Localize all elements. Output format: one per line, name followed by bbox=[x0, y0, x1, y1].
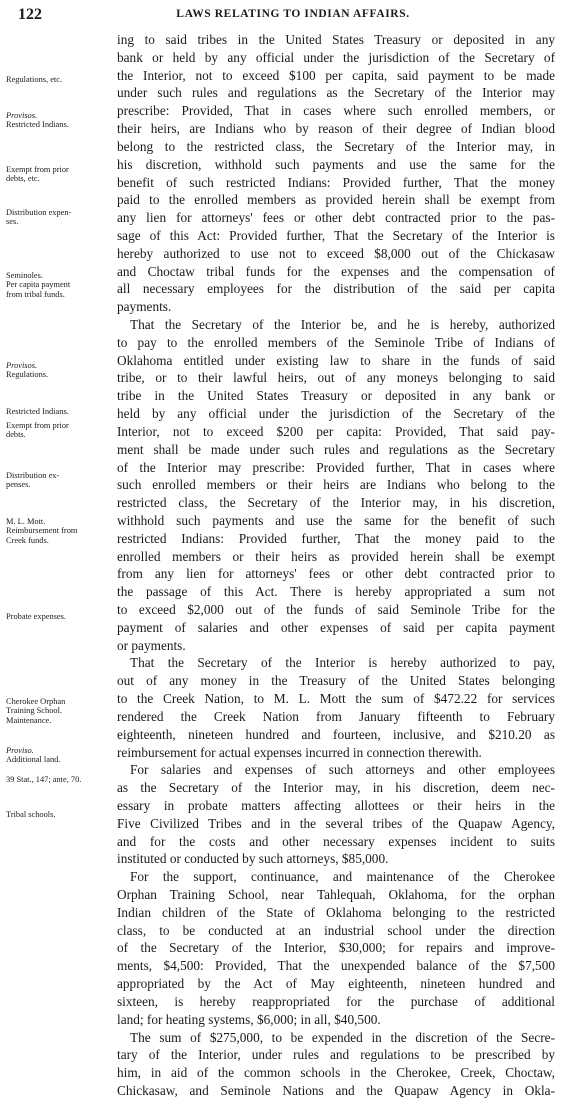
text-line: That the Secretary of the Interior be, and he is hereby, authorized bbox=[130, 317, 555, 332]
text-line: appropriated by the Act of May eighteenth, nineteen hundred and bbox=[117, 976, 555, 992]
text-line: payments. bbox=[117, 299, 172, 315]
text-line: For salaries and expenses of such attorneys and other employees bbox=[130, 762, 555, 778]
text-line: instituted or conducted by such attorneys, $85,000. bbox=[117, 851, 389, 867]
margin-note: Provisos. Restricted Indians. bbox=[6, 111, 69, 130]
text-line: Oklahoma entitled under existing law to share in the funds of said bbox=[117, 352, 555, 368]
text-line: eighteenth, nineteen hundred and fourteen, inclusive, and $210.20 as bbox=[117, 726, 555, 742]
margin-note: Seminoles. Per capita payment from tribal funds. bbox=[6, 271, 71, 299]
text-line: or payments. bbox=[117, 637, 186, 653]
margin-note: M. L. Mott. Reimbursement from Creek funds. bbox=[6, 517, 78, 545]
text-line: sixteen, is hereby reappropriated for the purchase of additional bbox=[117, 993, 555, 1009]
text-line: him, in aid of the common schools in the Cherokee, Creek, Choctaw, bbox=[117, 1065, 555, 1081]
text-line: the passage of this Act. There is hereby appropriated a sum not bbox=[117, 584, 555, 600]
page-header bbox=[18, 6, 568, 28]
text-line: ing to said tribes in the United States Treasury or deposited in any bbox=[117, 32, 555, 47]
text-line: and Choctaw tribal funds for the expenses and the compensation of bbox=[117, 263, 555, 279]
margin-note: Distribution ex- penses. bbox=[6, 471, 60, 490]
text-line: and for the costs and other necessary expenses incident to suits bbox=[117, 833, 555, 849]
text-line: Indian children of the State of Oklahoma belonging to the restricted bbox=[117, 904, 555, 920]
text-line: his discretion, withhold such payments and use the same for the bbox=[117, 156, 555, 172]
text-line: the Interior, not to exceed $100 per capita, said payment to be made bbox=[117, 67, 555, 83]
body-text bbox=[117, 31, 555, 1100]
margin-note: Probate expenses. bbox=[6, 612, 67, 621]
margin-note: Restricted Indians. bbox=[6, 407, 69, 416]
text-line: tribe in the United States Treasury or deposited in any bank or bbox=[117, 388, 555, 404]
text-line: to the Creek Nation, to M. L. Mott the sum of $472.22 for services bbox=[117, 691, 555, 707]
text-line: as the Secretary of the Interior may, in his discretion, deem nec- bbox=[117, 780, 555, 796]
text-line: to pay to the enrolled members of the Seminole Tribe of Indians of bbox=[117, 334, 555, 350]
text-line: ments, $4,500: Provided, That the unexpended balance of the $7,500 bbox=[117, 958, 555, 974]
text-line: payment of salaries and other expenses of said per capita payment bbox=[117, 619, 555, 635]
text-line: any lien for attorneys' fees or other debt contracted prior to the pas- bbox=[117, 210, 555, 226]
text-line: Interior, not to exceed $200 per capita: Provided, That said pay- bbox=[117, 423, 555, 439]
margin-note: Exempt from prior debts. bbox=[6, 421, 69, 440]
margin-note: Regulations, etc. bbox=[6, 75, 63, 84]
text-line: sage of this Act: Provided further, That the Secretary of the Interior is bbox=[117, 227, 555, 243]
text-line: held by any official under the jurisdiction of the Secretary of the bbox=[117, 406, 555, 422]
text-line: hereby authorized to use not to exceed $8,000 out of the Chickasaw bbox=[117, 245, 555, 261]
text-line: ment shall be made under such rules and regulations as the Secretary bbox=[117, 441, 555, 457]
text-line: their heirs, are Indians who by reason of their degree of Indian blood bbox=[117, 121, 555, 137]
text-line: enrolled members or their heirs as provided herein shall be exempt bbox=[117, 548, 555, 564]
text-line: rendered the Creek Nation from January fifteenth to February bbox=[117, 708, 555, 724]
text-line: belong to the restricted class, the Secretary of the Interior may, in bbox=[117, 138, 555, 154]
text-line: to exceed $2,000 out of the funds of said Seminole Tribe for the bbox=[117, 602, 555, 617]
text-line: such enrolled members or their heirs are Indians who belong to the bbox=[117, 477, 555, 493]
text-line: benefit of such restricted Indians: Provided further, That the money bbox=[117, 174, 555, 190]
text-line: prescribe: Provided, That in cases where such enrolled members, or bbox=[117, 103, 555, 119]
margin-note: Proviso. Additional land. bbox=[6, 746, 61, 765]
margin-note: Distribution expen- ses. bbox=[6, 208, 72, 227]
text-line: withhold such payments and use the same for the benefit of such bbox=[117, 512, 555, 528]
text-line: The sum of $275,000, to be expended in the discretion of the Secre- bbox=[130, 1029, 555, 1045]
text-line: of the Secretary of the Interior, $30,000; for repairs and improve- bbox=[117, 940, 555, 956]
margin-note: Tribal schools. bbox=[6, 810, 56, 819]
text-line: Orphan Training School, near Tahlequah, Oklahoma, for the orphan bbox=[117, 887, 555, 902]
text-line: Five Civilized Tribes and in the several tribes of the Quapaw Agency, bbox=[117, 815, 555, 831]
text-line: restricted class, the Secretary of the Interior may, in his discretion, bbox=[117, 495, 555, 511]
margin-note: Exempt from prior debts, etc. bbox=[6, 165, 69, 184]
text-line: For the support, continuance, and maintenance of the Cherokee bbox=[130, 869, 555, 885]
text-line: under such rules and regulations as the Secretary of the Interior may bbox=[117, 85, 555, 101]
margin-note: Provisos. Regulations. bbox=[6, 361, 49, 380]
page-number: 122 bbox=[18, 6, 42, 23]
text-line: reimbursement for actual expenses incurred in connection therewith. bbox=[117, 744, 482, 760]
text-line: Chickasaw, and Seminole Nations and the Quapaw Agency in Okla- bbox=[117, 1082, 555, 1098]
text-line: tribe, or to their lawful heirs, out of any moneys belonging to said bbox=[117, 370, 555, 386]
text-line: That the Secretary of the Interior is hereby authorized to pay, bbox=[130, 655, 555, 671]
text-line: of the Interior may prescribe: Provided further, That in cases where bbox=[117, 459, 555, 475]
text-line: class, to be conducted at an industrial school under the direction bbox=[117, 922, 555, 938]
text-line: all necessary employees for the distribution of the said per capita bbox=[117, 281, 555, 297]
running-title: LAWS RELATING TO INDIAN AFFAIRS. bbox=[176, 8, 410, 20]
text-line: essary in probate matters affecting allottees or their heirs in the bbox=[117, 797, 555, 813]
text-line: out of any money in the Treasury of the United States belonging bbox=[117, 673, 555, 689]
text-line: paid to the enrolled members as provided herein shall be exempt from bbox=[117, 192, 555, 208]
margin-note: 39 Stat., 147; ante, 70. bbox=[6, 775, 82, 784]
text-line: from any lien for attorneys' fees or other debt contracted prior to bbox=[117, 566, 555, 582]
margin-note: Cherokee Orphan Training School. Maintenance. bbox=[6, 697, 66, 725]
text-line: restricted Indians: Provided further, That the money paid to the bbox=[117, 530, 555, 546]
text-line: tary of the Interior, under rules and regulations to be prescribed by bbox=[117, 1047, 555, 1063]
text-line: land; for heating systems, $6,000; in all, $40,500. bbox=[117, 1011, 381, 1027]
text-line: bank or held by any official under the jurisdiction of the Secretary of bbox=[117, 49, 555, 65]
